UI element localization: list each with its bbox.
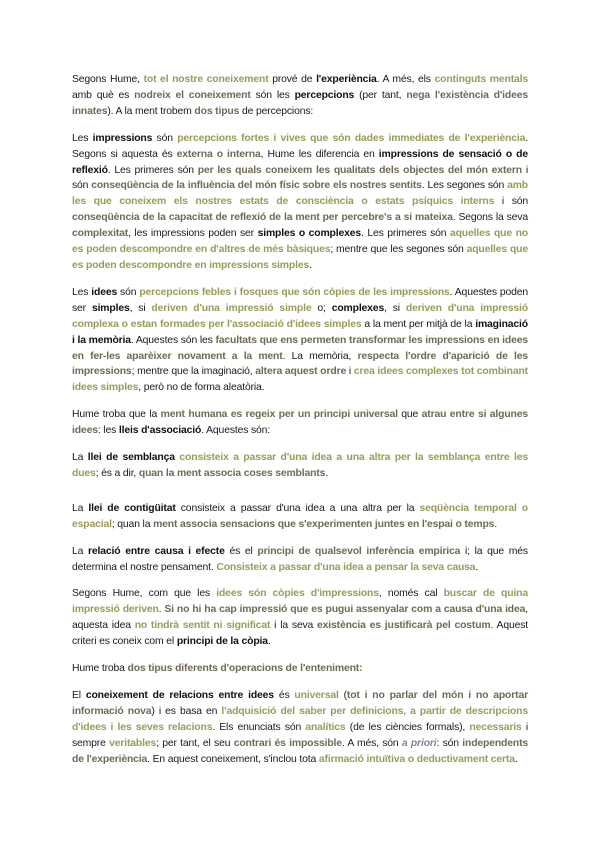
text-run: , aquesta idea — [72, 604, 529, 632]
text-run: ) i es basa en — [151, 705, 222, 717]
highlighted-text: coneixement de relacions entre idees — [85, 690, 274, 701]
highlighted-text: l'adquisició del saber per definicions, a partir de descripcions d'idees i les seves relacions — [72, 705, 528, 733]
highlighted-text: conseqüència de la influència del món físic sobre els nostres sentits — [91, 180, 422, 192]
text-run: . — [267, 636, 271, 648]
paragraph-relacions-idees — [72, 688, 528, 768]
highlighted-text: impressions — [92, 132, 153, 144]
text-run: ( — [338, 690, 347, 701]
paragraph-lleis-associacio — [72, 407, 528, 439]
highlighted-text: veritables — [109, 737, 157, 749]
highlighted-text: necessaris — [469, 721, 522, 733]
highlighted-text: principi de la còpia — [176, 636, 268, 648]
text-run: . — [309, 259, 312, 271]
highlighted-text: percepcions fortes i vives que són dades immediates de l'experiència — [177, 132, 526, 144]
text-run: Hume troba — [72, 663, 128, 675]
text-run: ). A la ment trobem — [107, 105, 195, 117]
text-run: . — [158, 604, 165, 616]
text-run: . Aquestes són: — [201, 425, 271, 437]
highlighted-text: existència es justificarà pel costum — [317, 620, 491, 632]
highlighted-text: percepcions — [294, 89, 355, 101]
text-run: , Hume les diferencia en — [260, 148, 379, 160]
text-run: de percepcions: — [239, 105, 314, 117]
text-run: . — [514, 753, 518, 765]
highlighted-text: idees — [91, 286, 118, 298]
text-run: Hume troba que la — [72, 409, 161, 421]
text-run: : les — [97, 425, 119, 437]
text-run: . Aquestes poden ser — [72, 286, 529, 314]
text-run: . A més, els — [376, 74, 435, 85]
text-run: , si — [129, 302, 152, 314]
highlighted-text: llei de semblança — [87, 452, 175, 464]
highlighted-text: contrari és impossible — [233, 737, 342, 749]
text-run: és — [273, 690, 295, 701]
highlighted-text: relació entre causa i efecte — [88, 545, 225, 557]
text-run: La — [72, 452, 88, 464]
highlighted-text: amb les que coneixem els nostres estats de consciència o estats psíquics interns — [72, 180, 528, 208]
highlighted-text: lleis d'associació — [118, 425, 202, 437]
text-run: , però no de forma aleatòria. — [138, 382, 265, 394]
text-run: Les — [72, 286, 92, 298]
highlighted-text: buscar de quina impressió deriven — [72, 588, 529, 616]
text-run: , si — [384, 302, 406, 314]
paragraph-llei-contiguitat — [72, 501, 528, 533]
text-run: i són — [72, 164, 528, 192]
highlighted-text: atrau entre si algunes idees — [72, 409, 528, 437]
text-run: La — [72, 545, 89, 557]
text-run: . Les primeres són — [361, 228, 450, 240]
text-run: , només cal — [378, 588, 444, 600]
text-run: . A més, són — [341, 737, 402, 749]
text-run: i són — [494, 196, 529, 208]
text-run: Les — [72, 132, 93, 144]
highlighted-text: aquelles que no es poden descompondre en d'altres de més bàsiques — [72, 228, 528, 256]
text-run: i la seva — [270, 620, 318, 632]
text-run: . — [494, 518, 498, 530]
text-run: que — [397, 409, 422, 421]
text-run: . Les primeres són — [107, 164, 198, 176]
text-run: ; quan la — [111, 518, 154, 530]
highlighted-text: externa o interna — [176, 148, 261, 160]
text-run: . Els enunciats són — [212, 721, 306, 733]
text-run: . — [475, 561, 479, 573]
text-run: . Aquestes són les — [130, 334, 216, 346]
text-run: . Aquest criteri es coneix com el — [72, 620, 528, 648]
text-run: ; per tant, el seu — [156, 737, 234, 749]
highlighted-text: crea idees complexes tot combinant idees simples — [72, 366, 528, 394]
text-run: són — [117, 286, 140, 298]
highlighted-text: idees són còpies d'impressions — [216, 588, 379, 600]
highlighted-text: complexitat — [72, 228, 129, 240]
paragraph-llei-semblanca — [72, 450, 528, 482]
highlighted-text: Consisteix a passar d'una idea a pensar la seva causa — [216, 561, 476, 573]
text-run: . Segons la seva — [452, 212, 528, 224]
text-run: és el — [224, 545, 258, 557]
text-run: . La memòria, — [282, 350, 358, 362]
highlighted-text: dos tipus diferents d'operacions de l'enteniment: — [127, 663, 363, 675]
text-run: prové de — [268, 74, 317, 85]
highlighted-text: deriven d'una impressió complexa o estan formades per l'associació d'idees simples — [72, 302, 528, 330]
text-run: : són — [436, 737, 463, 749]
paragraph-causa-efecte — [72, 544, 528, 576]
highlighted-text: l'experiència — [316, 74, 377, 85]
highlighted-text: deriven d'una impressió simple — [151, 302, 312, 314]
highlighted-text: simples — [91, 302, 130, 314]
text-run: . Les segones són — [421, 180, 508, 192]
text-run: són les — [250, 89, 295, 101]
text-run: . En aquest coneixement, s'inclou tota — [147, 753, 319, 765]
text-run: , les impressions poden ser — [128, 228, 258, 240]
highlighted-text: complexes — [331, 302, 385, 314]
text-run: Segons Hume, com que les — [72, 588, 217, 600]
text-run: (per tant, — [354, 89, 407, 101]
highlighted-text: ment humana es regeix per un principi universal — [160, 409, 398, 421]
highlighted-text: no tindrà sentit ni significat — [134, 620, 271, 632]
text-run: i; la que més determina el nostre pensament. — [72, 545, 528, 573]
highlighted-text: altera aquest ordre — [255, 366, 347, 378]
text-run: amb què es — [72, 89, 135, 101]
text-run: . — [325, 467, 328, 479]
highlighted-text: simples o complexes — [257, 228, 362, 240]
text-run: (de les ciències formals), — [345, 721, 470, 733]
highlighted-text: quan la ment associa coses semblants — [138, 467, 326, 479]
text-run: o; — [311, 302, 332, 314]
highlighted-text: conseqüència de la capacitat de reflexió de la ment per percebre's a si mateixa — [72, 212, 453, 224]
highlighted-text: facultats que ens permeten transformar les impressions en idees en fer-les aparèixer novament a la ment — [72, 334, 528, 362]
text-run: La — [72, 502, 89, 514]
highlighted-text: ment associa sensacions que s'experimenten juntes en l'espai o temps — [153, 518, 495, 530]
text-run: ; mentre que les segones són — [330, 244, 467, 256]
text-run: són — [152, 132, 178, 144]
text-run: i sempre — [72, 721, 528, 749]
highlighted-text: llei de contigüitat — [88, 502, 176, 514]
highlighted-text: tot el nostre coneixement — [143, 74, 269, 85]
highlighted-text: respecta l'ordre d'aparició de les impressions — [72, 350, 528, 378]
highlighted-text: impressions de sensació o de reflexió — [72, 148, 529, 176]
highlighted-text: nega l'existència d'idees innates — [72, 89, 528, 117]
highlighted-text: percepcions febles i fosques que són còpies de les impressions — [139, 286, 450, 298]
highlighted-text: nodreix el coneixement — [134, 89, 251, 101]
text-run: i — [346, 366, 354, 378]
highlighted-text: dos tipus — [194, 105, 240, 117]
text-run: El — [72, 690, 86, 701]
highlighted-text: universal — [294, 690, 339, 701]
text-run: consisteix a passar d'una idea a una altra per la — [175, 502, 420, 514]
highlighted-text: a priori — [401, 737, 437, 749]
text-run: ; mentre que la imaginació, — [131, 366, 256, 378]
text-run: . Segons si aquesta és — [72, 132, 528, 160]
text-run: Segons Hume, — [72, 74, 144, 85]
highlighted-text: analítics — [305, 721, 346, 733]
paragraph-impressions — [72, 131, 528, 274]
highlighted-text: per les quals coneixem les qualitats dels objectes del món extern — [197, 164, 522, 176]
highlighted-text: independents de l'experiència — [72, 737, 529, 765]
highlighted-text: principi de qualsevol inferència empírica — [257, 545, 461, 557]
highlighted-text: afirmació intuïtiva o deductivament certa — [318, 753, 515, 765]
text-run: a la ment per mitjà de la — [361, 318, 476, 330]
paragraph-idees — [72, 285, 528, 396]
paragraph-principi-copia — [72, 586, 528, 650]
highlighted-text: continguts mentals — [434, 74, 528, 85]
highlighted-text: imaginació i la memòria — [72, 318, 528, 346]
text-run: ; és a dir, — [95, 467, 139, 479]
paragraph-hume-intro — [72, 72, 528, 120]
paragraph-operacions-enteniment — [72, 661, 528, 677]
highlighted-text: consisteix a passar d'una idea a una altra per la semblança entre les dues — [72, 452, 528, 479]
highlighted-text: seqüència temporal o espacial — [72, 502, 529, 530]
highlighted-text: aquelles que es poden descompondre en impressions simples — [72, 244, 528, 271]
highlighted-text: Si no hi ha cap impressió que es pugui assenyalar com a causa d'una idea — [164, 604, 526, 616]
highlighted-text: tot i no parlar del món i no aportar informació nova — [72, 690, 528, 717]
